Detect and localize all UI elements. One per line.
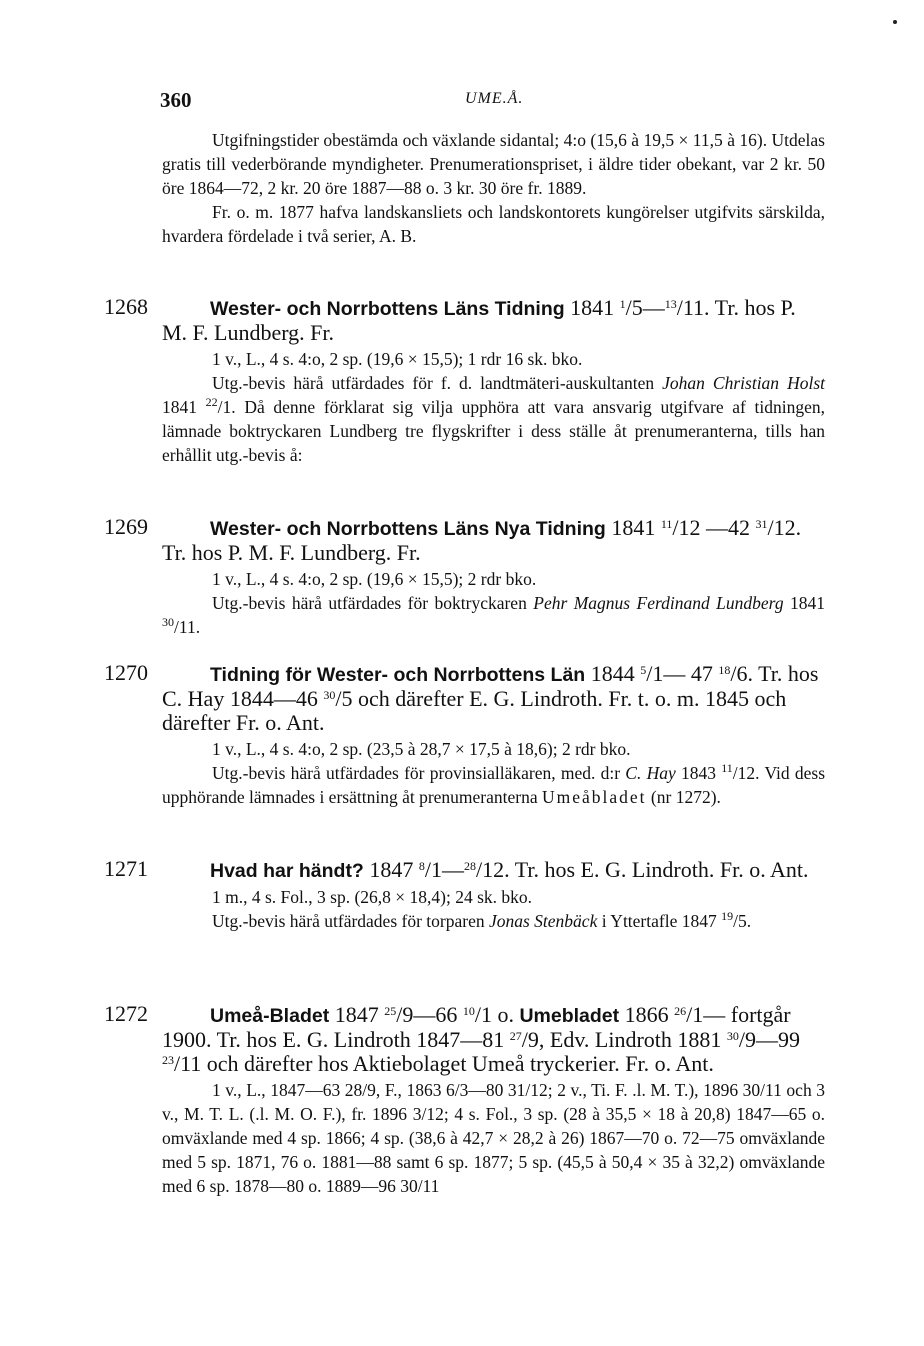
- fraction-denominator: /5—: [625, 295, 665, 320]
- entry-dates: 1841: [570, 295, 620, 320]
- entry-number: 1269: [104, 514, 148, 539]
- entry-heading: Tidning för Wester- och Norrbottens Län 1844 $^5$/1— 47 $^{18}$/6. Tr. hos C. Hay 1844—46 $^{30}$/5 och därefter E. G. Lindroth. Fr. t. o. m. 1845 och därefter Fr. o. Ant.: [162, 661, 819, 735]
- entry-format: 1 v., L., 4 s. 4:o, 2 sp. (23,5 à 28,7 × 17,5 à 18,6); 2 rdr bko.: [212, 739, 631, 759]
- entry-printer: och därefter hos Aktiebolaget Umeå tryckerier. Fr. o. Ant.: [201, 1051, 714, 1076]
- entry-format: 1 v., L., 4 s. 4:o, 2 sp. (19,6 × 15,5); 1 rdr 16 sk. bko.: [212, 349, 583, 369]
- entry-1272: [162, 1003, 825, 1198]
- intro-paragraph: Utgifningstider obestämda och växlande sidantal; 4:o (15,6 à 19,5 × 11,5 à 16). Utdelas gratis till vederbörande myndigheter. Prenumerationspriset, i äldre tider obekant, var 2 kr. 50 öre 1864—72, 2 kr. 20 öre 1887—88 o. 3 kr. 30 öre fr. 1889.: [162, 130, 825, 198]
- person-name: Pehr Magnus Ferdinand Lundberg: [533, 593, 784, 613]
- fraction-numerator: 1: [619, 297, 626, 311]
- entry-title: Hvad har händt?: [210, 860, 364, 882]
- entry-1270: [162, 662, 825, 809]
- entry-1269: [162, 516, 825, 639]
- entry-note: Utg.-bevis härå utfärdades för boktryckaren Pehr Magnus Ferdinand Lundberg 1841 $^{30}$/11.: [162, 593, 826, 637]
- entry-number: 1270: [104, 660, 148, 685]
- entry-format: 1 v., L., 1847—63 28/9, F., 1863 6/3—80 31/12; 2 v., Ti. F. .l. M. T.), 1896 30/11 och 3 v., M. T. L. (.l. M. O. F.), fr. 1896 3/12; 4 s. Fol., 3 sp. (28 à 35,5 × 18 à 20,8) 1847—65 o. omväxlande med 4 sp. 1866; 4 sp. (38,6 à 42,7 × 28,2 à 26) 1867—70 o. 72—75 omväxlande med 5 sp. 1871, 76 o. 1881—88 samt 6 sp. 1877; 5 sp. (45,5 à 50,4 × 35 à 32,2) omväxlande med 6 sp. 1878—80 o. 1889—96 30/11: [162, 1080, 825, 1196]
- entry-heading: [162, 296, 825, 345]
- person-name: Johan Christian Holst: [662, 373, 825, 393]
- running-title: UME.Å.: [465, 90, 524, 107]
- entry-title: Tidning för Wester- och Norrbottens Län: [210, 664, 586, 686]
- entry-heading: Hvad har händt? 1847 $^8$/1—$^{28}$/12. Tr. hos E. G. Lindroth. Fr. o. Ant.: [210, 857, 809, 882]
- entry-number: 1271: [104, 856, 148, 881]
- entry-heading: Wester- och Norrbottens Läns Nya Tidning 1841 $^{11}$/12 —42 $^{31}$/12. Tr. hos P. M. F. Lundberg. Fr.: [162, 515, 802, 565]
- entry-printer: och därefter E. G. Lindroth. Fr. t. o. m. 1845 och därefter Fr. o. Ant.: [162, 686, 787, 735]
- speck-mark: [893, 20, 897, 24]
- entry-title: Wester- och Norrbottens Läns Tidning: [210, 298, 565, 320]
- entry-note: Utg.-bevis härå utfärdades för torparen Jonas Stenbäck i Yttertafle 1847 $^{19}$/5.: [212, 909, 752, 931]
- entry-format: 1 v., L., 4 s. 4:o, 2 sp. (19,6 × 15,5); 2 rdr bko.: [212, 569, 537, 589]
- entry-format: 1 m., 4 s. Fol., 3 sp. (26,8 × 18,4); 24 sk. bko.: [212, 887, 533, 907]
- entry-heading: Umeå-Bladet 1847 $^{25}$/9—66 $^{10}$/1 o. Umebladet 1866 $^{26}$/1— fortgår 1900. Tr. hos E. G. Lindroth 1847—81 $^{27}$/9, Edv. Lindroth 1881 $^{30}$/9—99 $^{23}$/11 och därefter hos Aktiebolaget Umeå tryckerier. Fr. o. Ant.: [162, 1002, 801, 1076]
- fraction-denominator: /11.: [676, 295, 710, 320]
- entry-number: 1268: [104, 294, 148, 319]
- person-name: Jonas Stenbäck: [488, 911, 598, 931]
- person-name: C. Hay: [625, 763, 676, 783]
- page-number: 360: [160, 88, 192, 112]
- entry-title: Wester- och Norrbottens Läns Nya Tidning: [210, 518, 606, 540]
- fraction-numerator: 13: [664, 297, 677, 311]
- entry-1271: [162, 858, 825, 933]
- entry-note: Utg.-bevis härå utfärdades för provinsialläkaren, med. d:r C. Hay 1843 $^{11}$/12. Vid dess upphörande lämnades i ersättning åt prenumeranterna Umeåbladet (nr 1272).: [162, 761, 826, 807]
- entry-title: Umeå-Bladet: [210, 1005, 330, 1027]
- entry-1268: [162, 296, 825, 467]
- entry-printer: Tr. hos P. M. F. Lundberg. Fr.: [162, 295, 796, 345]
- entry-printer: Tr. hos E. G. Lindroth. Fr. o. Ant.: [514, 857, 809, 882]
- intro-paragraph: Fr. o. m. 1877 hafva landskansliets och landskontorets kungörelser utgifvits särskilda, hvardera fördelade i två serier, A. B.: [162, 202, 825, 246]
- entry-printer: Tr. hos P. M. F. Lundberg. Fr.: [162, 540, 421, 565]
- entry-title-alt: Umebladet: [519, 1005, 620, 1027]
- page-header: [160, 88, 825, 112]
- entry-number: 1272: [104, 1001, 148, 1026]
- entry-note: Utg.-bevis härå utfärdades för f. d. landtmäteri-auskultanten Johan Christian Holst 1841 $^{22}$/1. Då denne förklarat sig vilja upphöra att vara ansvarig utgifvare af tidningen, lämnade boktryckaren Lundberg tre flygskrifter i dess ställe åt prenumeranterna, tills han erhållit utg.-bevis å:: [162, 373, 826, 465]
- intro-section: [162, 128, 825, 248]
